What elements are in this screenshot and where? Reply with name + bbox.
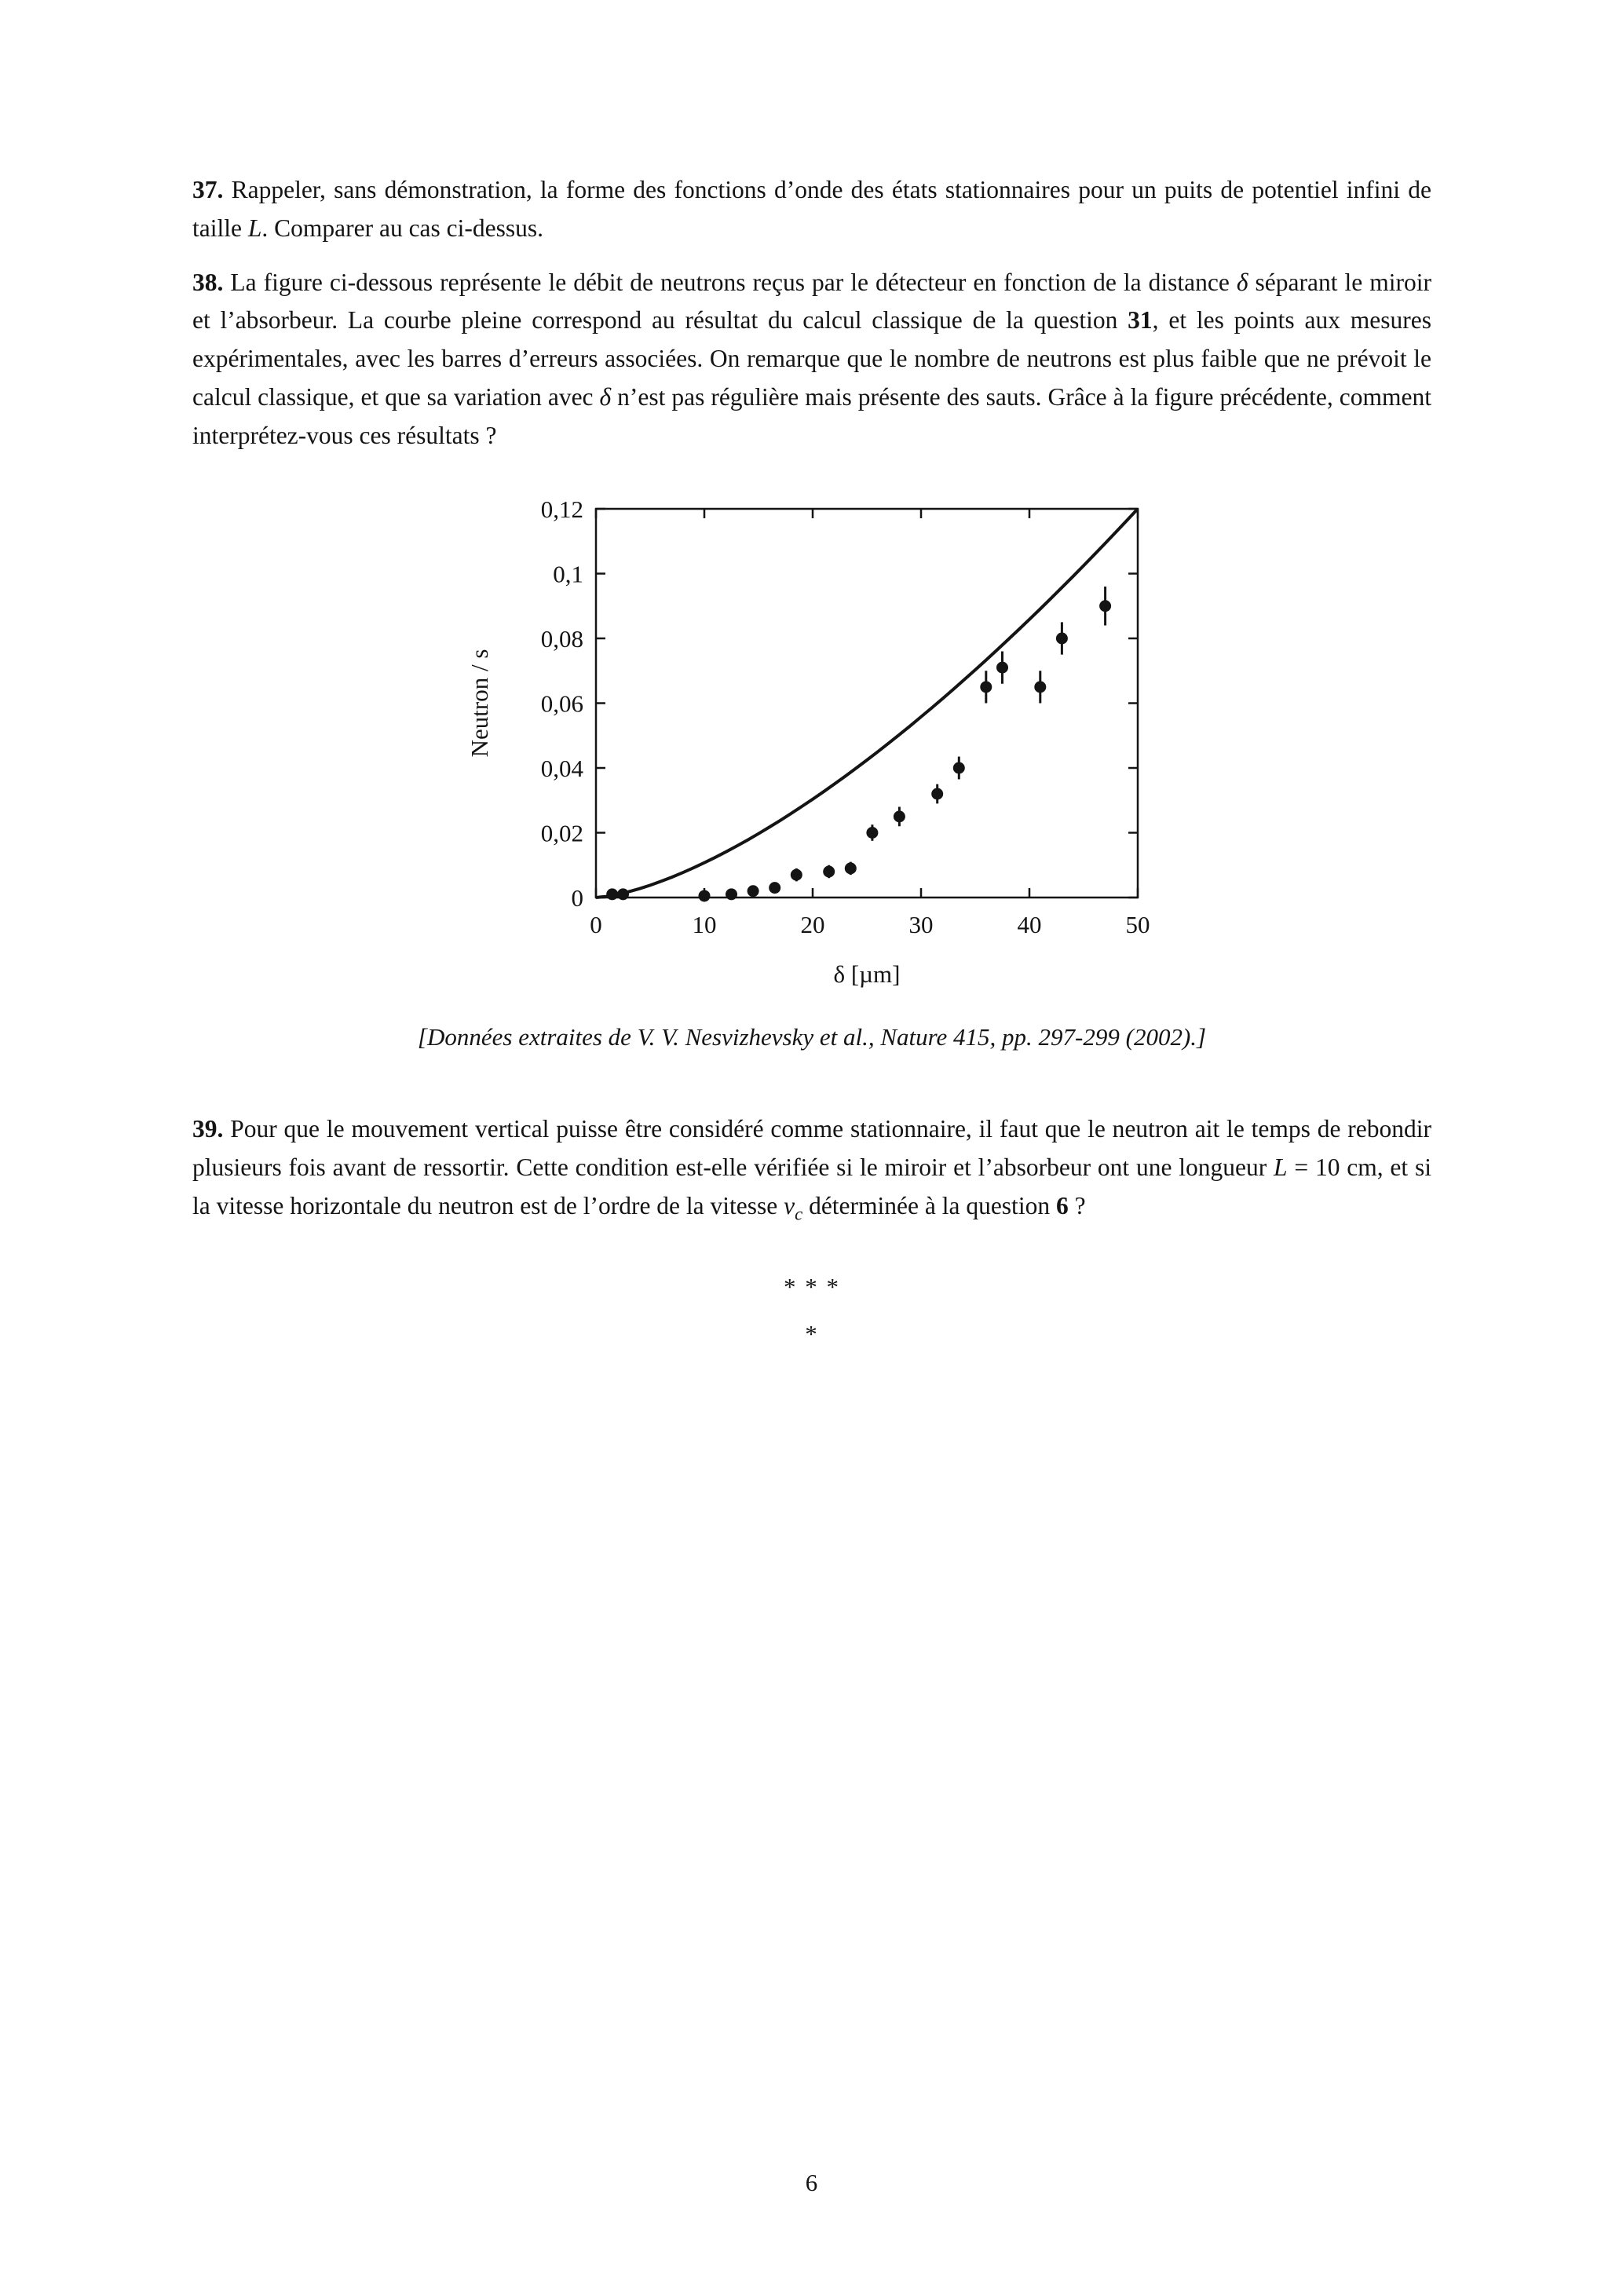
data-point xyxy=(1056,632,1068,644)
text-run: 37. xyxy=(192,176,224,203)
data-point xyxy=(823,865,835,877)
text-run: Rappeler, sans démonstration, la forme des fonctions d’onde des états stationnaires pour un puits de potentiel infini de taille xyxy=(192,176,1431,242)
text-run: δ xyxy=(599,383,612,411)
x-tick-label: 50 xyxy=(1125,910,1150,938)
data-point xyxy=(931,788,943,799)
text-run: 38. xyxy=(192,268,224,296)
question-38 xyxy=(192,264,1431,455)
text-run: séparant le miroir et l’absorbeur. La courbe pleine correspond au résultat du calcul classique de la question xyxy=(192,268,1431,335)
question-37 xyxy=(192,171,1431,248)
x-tick-label: 20 xyxy=(800,910,825,938)
text-run: c xyxy=(795,1204,803,1223)
y-tick-label: 0 xyxy=(571,883,583,912)
page-number: 6 xyxy=(805,2169,818,2196)
text-run: L xyxy=(247,214,262,242)
chart-axes xyxy=(596,509,1138,898)
text-run: 6 xyxy=(1055,1191,1069,1219)
x-tick-label: 10 xyxy=(692,910,717,938)
x-tick-label: 40 xyxy=(1017,910,1042,938)
text-run: déterminée à la question xyxy=(802,1191,1056,1219)
text-run: ? xyxy=(1068,1191,1086,1219)
text-run: v xyxy=(784,1191,795,1219)
figure-citation: [Données extraites de V. V. Nesvizhevsky et al., Nature 415, pp. 297-299 (2002).] xyxy=(417,1022,1207,1051)
separator-stars-row: * * * xyxy=(784,1272,840,1300)
chart-svg xyxy=(455,499,1169,1002)
data-point xyxy=(866,827,878,839)
text-run: 31 xyxy=(1128,306,1153,335)
y-tick-label: 0,12 xyxy=(540,499,583,523)
y-tick-label: 0,06 xyxy=(540,689,583,718)
data-point xyxy=(996,661,1008,673)
separator-star: * xyxy=(805,1319,819,1347)
data-point xyxy=(699,890,711,901)
text-run: . Comparer au cas ci-dessus. xyxy=(261,214,544,242)
data-point xyxy=(953,762,965,773)
y-tick-label: 0,1 xyxy=(553,560,583,588)
data-point xyxy=(748,885,759,897)
data-point xyxy=(894,810,905,822)
content xyxy=(192,171,1431,1348)
data-point xyxy=(1099,600,1111,612)
chart-classical-curve xyxy=(596,509,1138,898)
text-run: , et les points aux mesures expérimentales, avec les barres d’erreurs associées. On remarque que le nombre de neutrons est plus faible que ne prévoit le calcul classique, et que sa variation avec xyxy=(192,306,1431,411)
neutron-flux-figure xyxy=(455,499,1169,1006)
data-point xyxy=(1034,681,1046,693)
y-axis-label: Neutron / s xyxy=(466,649,493,758)
data-point xyxy=(606,888,618,900)
text-run: La figure ci-dessous représente le débit de neutrons reçus par le détecteur en fonction de la distance xyxy=(223,268,1237,296)
x-axis-label: δ [µm] xyxy=(833,960,901,988)
data-point xyxy=(769,882,780,894)
text-run: L xyxy=(1274,1153,1288,1181)
y-tick-label: 0,02 xyxy=(540,819,583,847)
text-run: Pour que le mouvement vertical puisse être considéré comme stationnaire, il faut que le neutron ait le temps de rebondir plusieurs fois avant de ressortir. Cette condition est-elle vérifiée si le miroir et l’absorbeur ont une longueur xyxy=(192,1115,1431,1181)
x-tick-label: 30 xyxy=(908,910,934,938)
chart-tick-labels xyxy=(541,499,1150,938)
data-point xyxy=(617,888,629,900)
text-run: n’est pas régulière mais présente des sauts. Grâce à la figure précédente, comment interprétez-vous ces résultats ? xyxy=(192,383,1431,449)
question-39 xyxy=(192,1110,1431,1225)
data-point xyxy=(791,868,802,880)
data-point xyxy=(980,681,992,693)
chart-axis-titles xyxy=(466,649,900,987)
x-tick-label: 0 xyxy=(590,910,602,938)
y-tick-label: 0,08 xyxy=(540,624,583,653)
data-point xyxy=(845,862,857,874)
y-tick-label: 0,04 xyxy=(540,754,583,782)
text-run: 39. xyxy=(192,1115,224,1143)
data-point xyxy=(726,888,737,900)
text-run: δ xyxy=(1236,268,1248,296)
chart-data-points xyxy=(606,587,1111,901)
text-run: = 10 cm, et si la vitesse horizontale du neutron est de l’ordre de la vitesse xyxy=(192,1153,1431,1219)
